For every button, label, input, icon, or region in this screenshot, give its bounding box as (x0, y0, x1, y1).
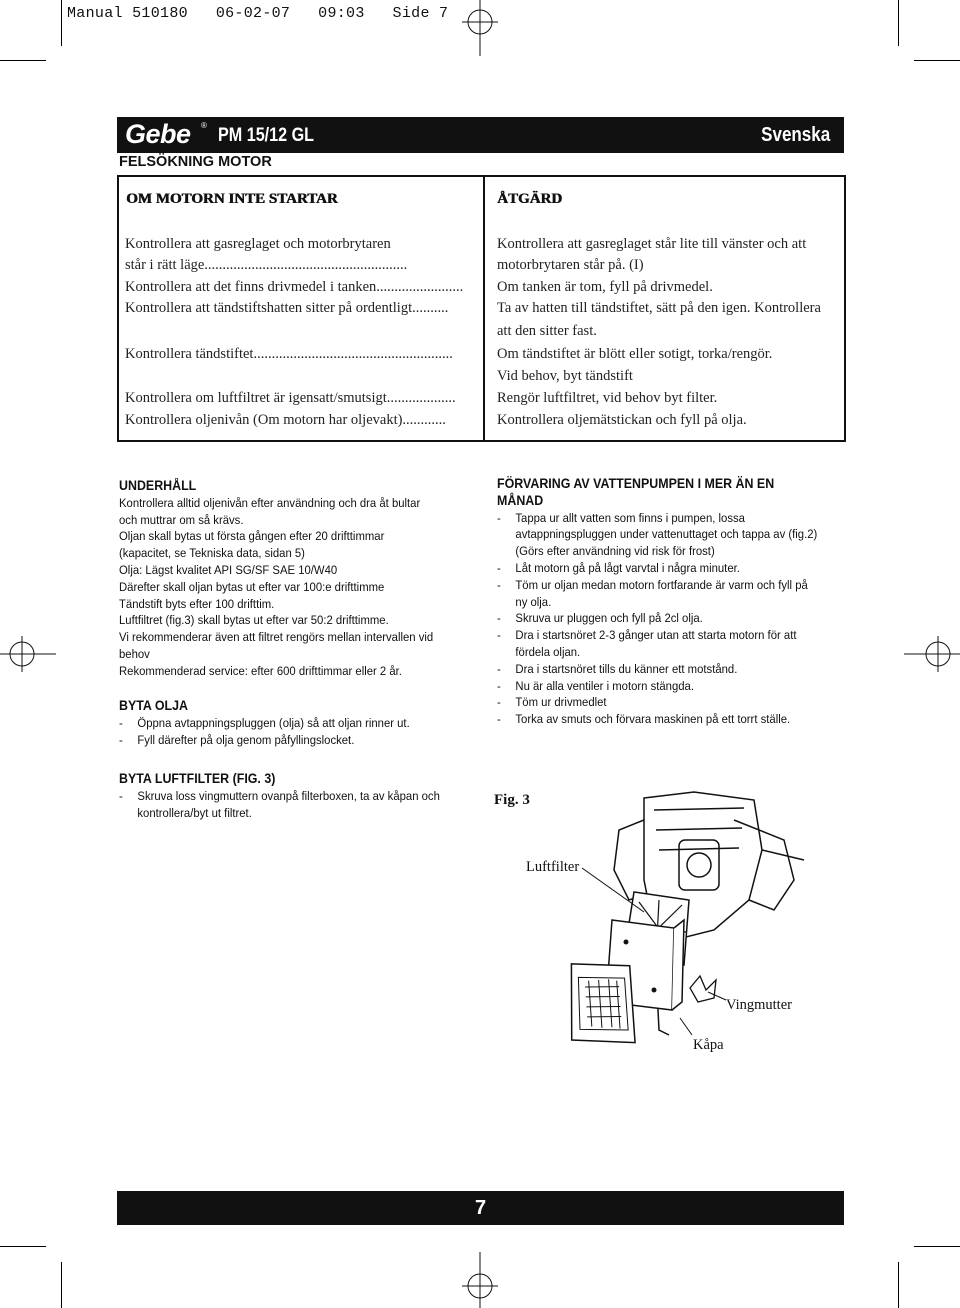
air-filter-title: BYTA LUFTFILTER (FIG. 3) (119, 771, 276, 786)
list-item: - Skruva ur pluggen och fyll på 2cl olja. (497, 611, 703, 626)
registration-mark-right (904, 634, 960, 674)
action-line: Vid behov, byt tändstift (497, 368, 633, 384)
list-item: - Töm ur oljan medan motorn fortfarande är varm och fyll på ny olja. (497, 577, 808, 609)
print-slug: Manual 510180 06-02-07 09:03 Side 7 (67, 5, 449, 22)
label-cover: Kåpa (693, 1037, 724, 1053)
maintenance-line: Rekommenderad service: efter 600 drifttimmar eller 2 år. (119, 663, 402, 678)
maintenance-line: behov (119, 646, 150, 661)
brand-logo: Gebe (125, 119, 191, 149)
maintenance-line: Tändstift byts efter 100 drifttim. (119, 596, 275, 611)
list-item: - Öppna avtappningspluggen (olja) så att oljan rinner ut. (119, 715, 410, 730)
figure-caption: Fig. 3 (494, 792, 530, 808)
action-line: Rengör luftfiltret, vid behov byt filter. (497, 390, 718, 406)
cause-line: står i rätt läge........................................................ (125, 257, 408, 273)
crop-mark (0, 60, 46, 61)
crop-mark (898, 0, 899, 46)
crop-mark (61, 0, 62, 46)
cause-line: Kontrollera tändstiftet....................................................... (125, 346, 453, 362)
maintenance-line: (kapacitet, se Tekniska data, sidan 5) (119, 546, 305, 561)
crop-mark (898, 1262, 899, 1308)
language-label: Svenska (761, 124, 830, 146)
action-header: ÅTGÄRD (497, 191, 563, 207)
list-item: - Torka av smuts och förvara maskinen på ett torrt ställe. (497, 712, 791, 727)
column-divider (483, 177, 485, 440)
list-item: - Dra i startsnöret 2-3 gånger utan att starta motorn för att fördela oljan. (497, 628, 797, 659)
maintenance-line: Kontrollera alltid oljenivån efter användning och dra åt bultar (119, 495, 421, 510)
registration-mark-left (0, 634, 56, 674)
action-line: motorbrytaren står på. (I) (497, 257, 644, 273)
list-item: - Skruva loss vingmuttern ovanpå filterboxen, ta av kåpan och kontrollera/byt ut filtret. (119, 788, 440, 820)
label-air-filter: Luftfilter (526, 859, 580, 875)
crop-mark (914, 1246, 960, 1247)
model-name: PM 15/12 GL (218, 125, 315, 146)
section-title: FELSÖKNING MOTOR (119, 154, 272, 170)
cause-header: OM MOTORN INTE STARTAR (126, 191, 338, 207)
troubleshooting-table (117, 175, 846, 442)
registration-mark-bottom (460, 1252, 500, 1308)
oil-change-section (119, 698, 459, 748)
maintenance-line: Olja: Lägst kvalitet API SG/SF SAE 10/W40 (119, 562, 338, 577)
maintenance-section (119, 478, 459, 680)
action-line: Om tanken är tom, fyll på drivmedel. (497, 279, 713, 295)
storage-title: FÖRVARING AV VATTENPUMPEN I MER ÄN EN MÅNAD (497, 476, 775, 508)
list-item: - Töm ur drivmedlet (497, 695, 607, 710)
maintenance-line: Vi rekommenderar även att filtret rengörs mellan intervallen vid (119, 630, 434, 645)
maintenance-line: Luftfiltret (fig.3) skall bytas ut efter var 50:2 drifttimme. (119, 613, 389, 628)
action-line: Om tändstiftet är blött eller sotigt, torka/rengör. (497, 346, 773, 362)
maintenance-line: och muttrar om så krävs. (119, 512, 244, 527)
air-filter-section (119, 771, 459, 821)
maintenance-line: Oljan skall bytas ut första gången efter 20 drifttimmar (119, 529, 385, 544)
figure-3 (494, 780, 824, 1053)
action-line: Kontrollera oljemätstickan och fyll på olja. (497, 412, 747, 428)
registered-mark: ® (201, 121, 207, 130)
cause-line: Kontrollera att det finns drivmedel i tanken........................ (125, 279, 464, 295)
maintenance-title: UNDERHÅLL (119, 478, 197, 493)
action-line: att den sitter fast. (497, 323, 597, 339)
oil-change-title: BYTA OLJA (119, 698, 189, 713)
crop-mark (61, 1262, 62, 1308)
page-number: 7 (117, 1191, 844, 1225)
list-item: - Nu är alla ventiler i motorn stängda. (497, 678, 694, 693)
list-item: - Låt motorn gå på lågt varvtal i några minuter. (497, 560, 740, 575)
maintenance-line: Därefter skall oljan bytas ut efter var 100:e drifttimme (119, 579, 385, 594)
list-item: - Dra i startsnöret tills du känner ett motstånd. (497, 661, 738, 676)
header-bar (117, 117, 844, 153)
crop-mark (914, 60, 960, 61)
cause-line: Kontrollera om luftfiltret är igensatt/smutsigt................... (125, 390, 456, 406)
registration-mark-top (460, 0, 500, 56)
label-wing-nut: Vingmutter (726, 997, 792, 1013)
action-line: Kontrollera att gasreglaget står lite till vänster och att (497, 236, 807, 252)
cause-line: Kontrollera att gasreglaget och motorbrytaren (125, 236, 391, 252)
crop-mark (0, 1246, 46, 1247)
storage-section (497, 476, 837, 728)
list-item: - Fyll därefter på olja genom påfyllingslocket. (119, 732, 355, 747)
cause-line: Kontrollera att tändstiftshatten sitter på ordentligt.......... (125, 300, 449, 316)
list-item: - Tappa ur allt vatten som finns i pumpen, lossa avtappningspluggen under vattenuttaget och tappa av (fig.2) (Görs efter användning vid risk för frost) (497, 510, 818, 559)
cause-line: Kontrollera oljenivån (Om motorn har oljevakt)............ (125, 412, 446, 428)
action-line: Ta av hatten till tändstiftet, sätt på den igen. Kontrollera (497, 300, 821, 316)
